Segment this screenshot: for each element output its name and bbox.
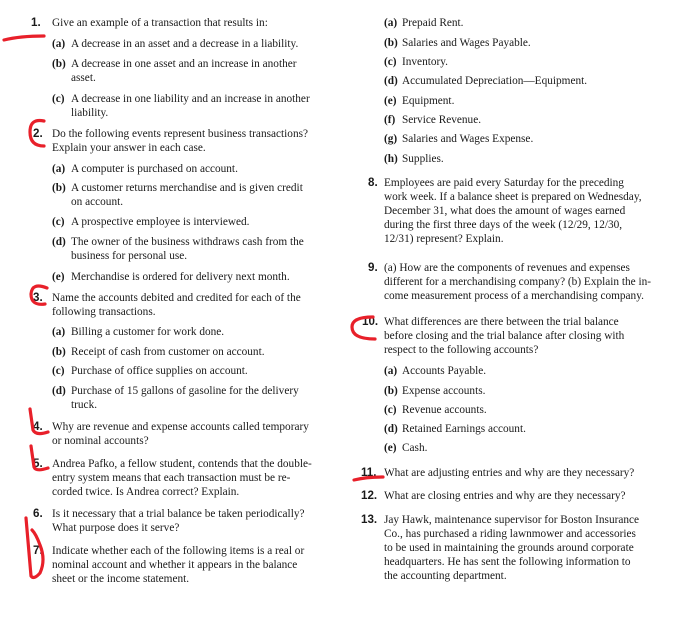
question-number: 8. — [368, 176, 378, 189]
item-letter: (b) — [384, 37, 398, 49]
item-text: Retained Earnings account. — [402, 423, 526, 435]
question-text: nominal account and whether it appears in the balance — [52, 559, 298, 571]
question-number: 13. — [361, 513, 378, 526]
question-text: to be used in maintaining the grounds around corporate — [384, 542, 634, 554]
item-text: on account. — [71, 196, 124, 208]
item-letter: (b) — [52, 182, 66, 194]
item-letter: (e) — [384, 442, 397, 454]
question-text: corded twice. Is Andrea correct? Explain. — [52, 486, 240, 498]
item-text: Cash. — [402, 442, 428, 454]
question-number: 10. — [362, 315, 379, 328]
question-number: 5. — [33, 457, 43, 470]
item-letter: (b) — [52, 58, 66, 70]
question-number: 1. — [31, 16, 41, 29]
question-number: 12. — [361, 489, 378, 502]
question-text: (a) How are the components of revenues and expenses — [384, 262, 630, 274]
question-text: different for a merchandising company? (b) Explain the in- — [384, 276, 652, 288]
question-text: Jay Hawk, maintenance supervisor for Boston Insurance — [384, 514, 640, 526]
question-text: Explain your answer in each case. — [52, 142, 206, 154]
item-text: Accounts Payable. — [402, 365, 487, 377]
item-text: A computer is purchased on account. — [71, 163, 238, 175]
item-letter: (c) — [52, 93, 65, 105]
question-number: 11. — [361, 466, 377, 479]
item-text: asset. — [71, 72, 96, 84]
question-text: Co., has purchased a riding lawnmower and accessories — [384, 528, 636, 540]
question-number: 3. — [33, 291, 43, 304]
item-text: Equipment. — [402, 95, 455, 107]
question-text: entry system means that each transaction must be re- — [52, 472, 291, 484]
item-text: Purchase of office supplies on account. — [71, 365, 248, 377]
question-text: before closing and the trial balance after closing with — [384, 330, 625, 342]
item-letter: (a) — [384, 365, 398, 377]
item-text: Salaries and Wages Expense. — [402, 133, 534, 145]
item-text: Accumulated Depreciation—Equipment. — [402, 75, 588, 87]
item-text: Supplies. — [402, 153, 444, 165]
item-letter: (d) — [52, 385, 66, 397]
item-letter: (c) — [384, 404, 397, 416]
item-text: A decrease in one liability and an increase in another — [71, 93, 310, 105]
item-text: Inventory. — [402, 56, 449, 68]
item-letter: (d) — [52, 236, 66, 248]
question-text: Give an example of a transaction that results in: — [52, 17, 268, 29]
question-text: following transactions. — [52, 306, 156, 318]
item-text: The owner of the business withdraws cash from the — [71, 236, 304, 248]
item-letter: (c) — [52, 365, 65, 377]
item-letter: (e) — [384, 95, 397, 107]
question-text: Why are revenue and expense accounts called temporary — [52, 421, 309, 433]
item-letter: (b) — [384, 385, 398, 397]
item-letter: (a) — [52, 326, 66, 338]
question-text: come measurement process of a merchandising company. — [384, 290, 644, 302]
item-letter: (g) — [384, 133, 398, 145]
question-number: 6. — [33, 507, 43, 520]
item-text: Billing a customer for work done. — [71, 326, 225, 338]
item-text: Receipt of cash from customer on account. — [71, 346, 265, 358]
question-text: work week. If a balance sheet is prepared on Wednesday, — [384, 191, 642, 203]
question-text: Is it necessary that a trial balance be taken periodically? — [52, 508, 305, 520]
question-text: Indicate whether each of the following items is a real or — [52, 545, 305, 557]
item-text: A decrease in one asset and an increase in another — [71, 58, 297, 70]
item-text: Service Revenue. — [402, 114, 482, 126]
question-text: What are closing entries and why are they necessary? — [384, 490, 626, 502]
item-letter: (b) — [52, 346, 66, 358]
question-number: 9. — [368, 261, 378, 274]
item-text: Merchandise is ordered for delivery next month. — [71, 271, 290, 283]
item-text: Prepaid Rent. — [402, 17, 464, 29]
item-letter: (d) — [384, 75, 398, 87]
question-text: Andrea Pafko, a fellow student, contends that the double- — [52, 458, 312, 470]
question-text: sheet or the income statement. — [52, 573, 190, 585]
item-letter: (a) — [52, 163, 66, 175]
item-text: Expense accounts. — [402, 385, 486, 397]
question-text: the accounting department. — [384, 570, 507, 582]
item-text: Salaries and Wages Payable. — [402, 37, 531, 49]
item-text: business for personal use. — [71, 250, 188, 262]
item-text: A prospective employee is interviewed. — [71, 216, 250, 228]
question-number: 2. — [33, 127, 43, 140]
item-letter: (c) — [384, 56, 397, 68]
underline-mark-q1 — [4, 36, 44, 40]
item-letter: (h) — [384, 153, 398, 165]
question-number: 4. — [33, 420, 43, 433]
question-text: 12/31) represent? Explain. — [384, 233, 504, 245]
question-text: headquarters. He has sent the following information to — [384, 556, 631, 568]
question-text: Do the following events represent business transactions? — [52, 128, 309, 140]
item-letter: (e) — [52, 271, 65, 283]
item-text: Purchase of 15 gallons of gasoline for the delivery — [71, 385, 299, 397]
item-text: A customer returns merchandise and is given credit — [71, 182, 303, 194]
item-letter: (c) — [52, 216, 65, 228]
question-text: What differences are there between the trial balance — [384, 316, 619, 328]
question-text: What purpose does it serve? — [52, 522, 180, 534]
question-text: December 31, what does the amount of wages earned — [384, 205, 626, 217]
question-number: 7. — [33, 544, 43, 557]
question-text: Name the accounts debited and credited for each of the — [52, 292, 301, 304]
question-text: respect to the following accounts? — [384, 344, 539, 356]
question-text: or nominal accounts? — [52, 435, 149, 447]
item-letter: (a) — [52, 38, 66, 50]
item-text: liability. — [71, 107, 109, 119]
question-text: during the first three days of the week (12/29, 12/30, — [384, 219, 623, 231]
item-letter: (a) — [384, 17, 398, 29]
item-letter: (d) — [384, 423, 398, 435]
question-text: What are adjusting entries and why are they necessary? — [384, 467, 635, 479]
item-letter: (f) — [384, 114, 396, 126]
item-text: truck. — [71, 399, 98, 411]
item-text: Revenue accounts. — [402, 404, 487, 416]
question-text: Employees are paid every Saturday for the preceding — [384, 177, 624, 189]
item-text: A decrease in an asset and a decrease in a liability. — [71, 38, 299, 50]
